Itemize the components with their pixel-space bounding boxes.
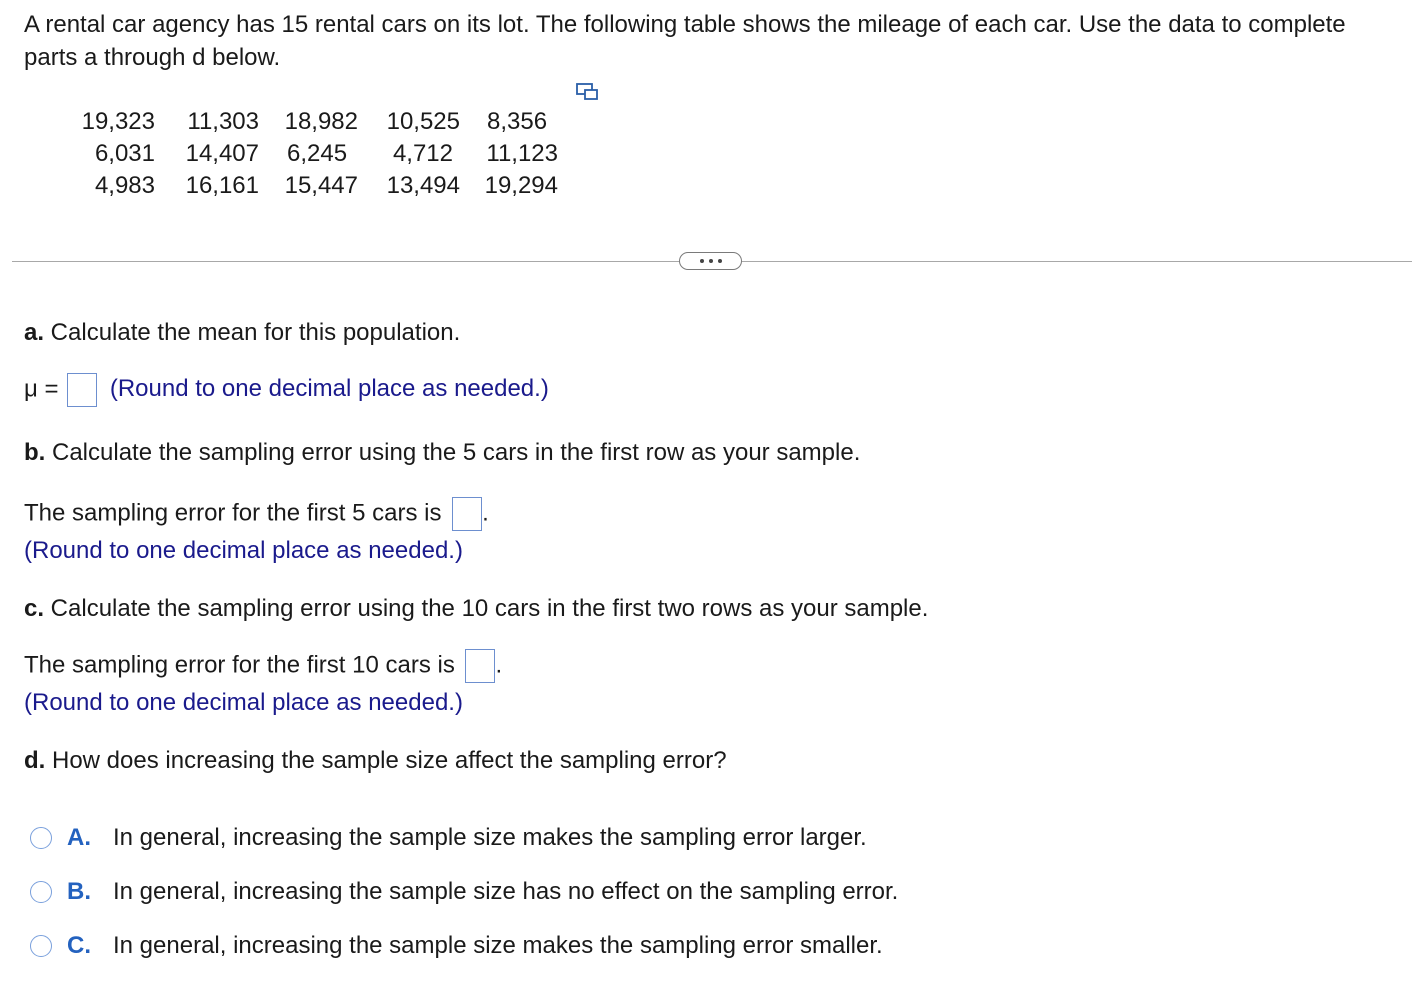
part-b-question <box>24 438 860 468</box>
table-cell: 10,525 <box>386 108 460 135</box>
part-b-hint: (Round to one decimal place as needed.) <box>24 537 463 564</box>
table-cell: 19,323 <box>81 108 155 135</box>
table-row <box>78 170 558 202</box>
part-a-text: Calculate the mean for this population. <box>44 319 461 346</box>
sampling-error-5-input[interactable] <box>452 497 482 531</box>
dot <box>700 259 704 263</box>
table-cell: 4,983 <box>94 172 155 199</box>
table-cell: 14,407 <box>185 140 259 167</box>
part-c-question <box>24 594 928 624</box>
table-cell: 6,245 <box>287 140 348 167</box>
part-c-hint: (Round to one decimal place as needed.) <box>24 689 463 716</box>
radio-button[interactable] <box>30 881 52 903</box>
part-b-label: b. <box>24 439 46 466</box>
part-a-hint: (Round to one decimal place as needed.) <box>109 375 549 403</box>
part-a-question <box>24 318 460 348</box>
table-row <box>78 106 558 138</box>
table-cell: 11,303 <box>187 108 259 135</box>
mean-answer-input[interactable] <box>67 373 97 407</box>
option-text: In general, increasing the sample size makes the sampling error larger. <box>113 824 867 851</box>
option-letter: B. <box>67 878 91 905</box>
table-cell: 15,447 <box>284 172 358 199</box>
part-b-text: Calculate the sampling error using the 5 cars in the first row as your sample. <box>45 439 861 466</box>
table-cell: 18,982 <box>284 108 358 135</box>
part-a-answer-row <box>24 373 549 407</box>
part-c-period: . <box>495 651 503 679</box>
option-text: In general, increasing the sample size makes the sampling error smaller. <box>113 932 883 959</box>
option-a[interactable] <box>30 824 867 852</box>
radio-button[interactable] <box>30 935 52 957</box>
option-letter: A. <box>67 824 91 851</box>
option-b[interactable] <box>30 878 898 906</box>
part-c-statement: The sampling error for the first 10 cars is <box>24 651 462 679</box>
table-cell: 16,161 <box>185 172 259 199</box>
part-b-period: . <box>482 499 489 527</box>
part-d-label: d. <box>24 747 46 774</box>
table-row <box>78 138 558 170</box>
more-dots-icon[interactable] <box>679 252 742 270</box>
sampling-error-10-input[interactable] <box>465 649 495 683</box>
table-cell: 13,494 <box>386 172 460 199</box>
part-c-label: c. <box>24 595 45 622</box>
table-cell: 19,294 <box>484 172 558 199</box>
part-c-text: Calculate the sampling error using the 10 cars in the first two rows as your sample. <box>44 595 929 622</box>
part-b-statement: The sampling error for the first 5 cars is <box>24 499 449 527</box>
part-d-text: How does increasing the sample size affect the sampling error? <box>45 747 727 774</box>
option-c[interactable] <box>30 932 883 960</box>
part-c-answer-row <box>24 649 502 683</box>
radio-button[interactable] <box>30 827 52 849</box>
part-a-label: a. <box>24 319 45 346</box>
copy-data-icon[interactable] <box>576 82 600 102</box>
option-letter: C. <box>67 932 91 959</box>
table-cell: 4,712 <box>392 140 453 167</box>
dot <box>718 259 722 263</box>
table-cell: 6,031 <box>94 140 155 167</box>
part-b-answer-row <box>24 497 489 531</box>
table-cell: 11,123 <box>486 140 558 167</box>
mu-symbol: μ = <box>24 375 59 403</box>
option-text: In general, increasing the sample size has no effect on the sampling error. <box>113 878 899 905</box>
problem-intro: A rental car agency has 15 rental cars on its lot. The following table shows the mileage of each car. Use the data to complete parts a through d below. <box>24 11 1346 71</box>
table-cell: 8,356 <box>487 108 548 135</box>
mileage-table <box>78 106 558 202</box>
part-d-question <box>24 746 727 776</box>
dot <box>709 259 713 263</box>
